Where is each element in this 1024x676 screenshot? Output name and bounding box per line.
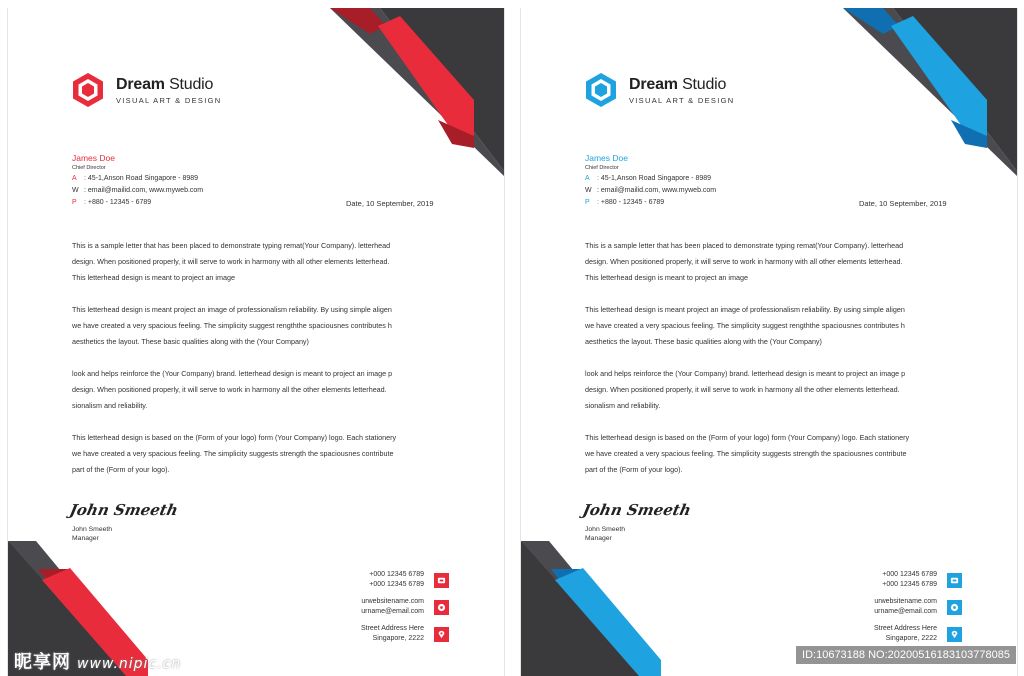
sender-address: 45-1,Anson Road Singapore - 8989 <box>87 175 199 182</box>
phone-key: P <box>585 199 590 206</box>
watermark-brand: 昵享网 <box>14 652 71 673</box>
sender-title: Chief Director <box>72 165 106 171</box>
contact-line: urwebsitename.com <box>361 598 424 605</box>
letterhead-red <box>7 8 505 676</box>
phone-icon <box>947 573 962 588</box>
brand-name-light: Studio <box>682 75 727 93</box>
web-key: W <box>72 187 79 194</box>
hexagon-logo-icon <box>70 72 106 108</box>
sender-title: Chief Director <box>585 165 619 171</box>
globe-icon <box>947 600 962 615</box>
body-paragraph: This is a sample letter that has been placed to demonstrate typing remat(Your Company). letterhead design. When positioned properly, it will serve to work in harmony with all other elements letterhead. This letterhead design is meant to project an image <box>72 241 391 282</box>
contact-line: +000 12345 6789 <box>882 571 937 578</box>
sender-web: email@mailid.com, www.myweb.com <box>87 187 204 194</box>
brand-name-bold: Dream <box>629 75 678 93</box>
contact-list <box>762 570 962 651</box>
contact-list <box>249 570 449 651</box>
body-paragraph: look and helps reinforce the (Your Company) brand. letterhead design is meant to project an image p design. When positioned properly, it will serve to work in harmony all the other elements letterhead. sionalism and reliability. <box>585 369 906 410</box>
brand-tagline: VISUAL ART & DESIGN <box>629 95 735 105</box>
contact-line: Singapore, 2222 <box>885 635 937 642</box>
body-paragraph: This letterhead design is based on the (Form of your logo) form (Your Company) logo. Each stationery we have created a very spacious feeling. The simplicity suggests strength the spaciousnes contribute part of the (Form of your logo). <box>72 433 397 474</box>
contact-address <box>249 624 449 644</box>
contact-web <box>249 597 449 617</box>
body-paragraph: look and helps reinforce the (Your Company) brand. letterhead design is meant to project an image p design. When positioned properly, it will serve to work in harmony all the other elements letterhead. sionalism and reliability. <box>72 369 393 410</box>
site-watermark <box>14 648 181 674</box>
signature: John Smeeth <box>68 501 180 519</box>
image-id-label: ID:10673188 NO:20200516183103778085 <box>796 646 1016 664</box>
sender-address: 45-1,Anson Road Singapore - 8989 <box>600 175 712 182</box>
address-key: A <box>585 175 590 182</box>
location-pin-icon <box>947 627 962 642</box>
sender-name: James Doe <box>72 153 115 163</box>
brand-logo <box>70 72 221 108</box>
globe-icon <box>434 600 449 615</box>
contact-line: +000 12345 6789 <box>369 581 424 588</box>
phone-key: P <box>72 199 77 206</box>
contact-line: Singapore, 2222 <box>372 635 424 642</box>
contact-address <box>762 624 962 644</box>
brand-name-bold: Dream <box>116 75 165 93</box>
contact-phone <box>249 570 449 590</box>
contact-line: urname@email.com <box>361 608 424 615</box>
letter-body <box>72 238 448 494</box>
contact-line: urwebsitename.com <box>874 598 937 605</box>
contact-line: Street Address Here <box>873 625 937 632</box>
sender-block: James Doe Chief Director A : 45-1,Anson Road Singapore - 8989 W : email@mailid.com, www.myweb.com P : +880 - 12345 - 6789 <box>72 152 203 209</box>
body-paragraph: This is a sample letter that has been placed to demonstrate typing remat(Your Company). letterhead design. When positioned properly, it will serve to work in harmony with all other elements letterhead. This letterhead design is meant to project an image <box>585 241 904 282</box>
body-paragraph: This letterhead design is meant project an image of professionalism reliability. By using simple aligen we have created a very spacious feeling. The simplicity suggest rengththe spaciousnes contributes h aesthetics the layout. These basic qualities along with the (Your Company) <box>585 305 905 346</box>
hexagon-logo-icon <box>583 72 619 108</box>
signatory-role: Manager <box>585 535 612 542</box>
letter-date: Date, 10 September, 2019 <box>859 199 947 208</box>
letter-date: Date, 10 September, 2019 <box>346 199 434 208</box>
letter-body <box>585 238 961 494</box>
brand-name-light: Studio <box>169 75 214 93</box>
signatory <box>72 525 112 543</box>
sender-web: email@mailid.com, www.myweb.com <box>600 187 717 194</box>
signatory-name: John Smeeth <box>585 526 626 533</box>
sender-phone: +880 - 12345 - 6789 <box>600 199 665 206</box>
contact-line: +000 12345 6789 <box>882 581 937 588</box>
brand-tagline: VISUAL ART & DESIGN <box>116 95 222 105</box>
phone-icon <box>434 573 449 588</box>
address-key: A <box>72 175 77 182</box>
body-paragraph: This letterhead design is based on the (Form of your logo) form (Your Company) logo. Each stationery we have created a very spacious feeling. The simplicity suggests strength the spaciousnes contribute part of the (Form of your logo). <box>585 433 910 474</box>
signatory <box>585 525 625 543</box>
signatory-role: Manager <box>72 535 99 542</box>
letterhead-blue <box>520 8 1018 676</box>
location-pin-icon <box>434 627 449 642</box>
contact-line: urname@email.com <box>874 608 937 615</box>
sender-phone: +880 - 12345 - 6789 <box>87 199 152 206</box>
contact-web <box>762 597 962 617</box>
contact-line: +000 12345 6789 <box>369 571 424 578</box>
sender-block: James Doe Chief Director A : 45-1,Anson Road Singapore - 8989 W : email@mailid.com, www.myweb.com P : +880 - 12345 - 6789 <box>585 152 716 209</box>
signatory-name: John Smeeth <box>72 526 113 533</box>
signature: John Smeeth <box>581 501 693 519</box>
contact-phone <box>762 570 962 590</box>
watermark-url: www.nipic.cn <box>77 656 182 672</box>
brand-logo <box>583 72 734 108</box>
sender-name: James Doe <box>585 153 628 163</box>
contact-line: Street Address Here <box>360 625 424 632</box>
body-paragraph: This letterhead design is meant project an image of professionalism reliability. By using simple aligen we have created a very spacious feeling. The simplicity suggest rengththe spaciousnes contributes h aesthetics the layout. These basic qualities along with the (Your Company) <box>72 305 392 346</box>
web-key: W <box>585 187 592 194</box>
